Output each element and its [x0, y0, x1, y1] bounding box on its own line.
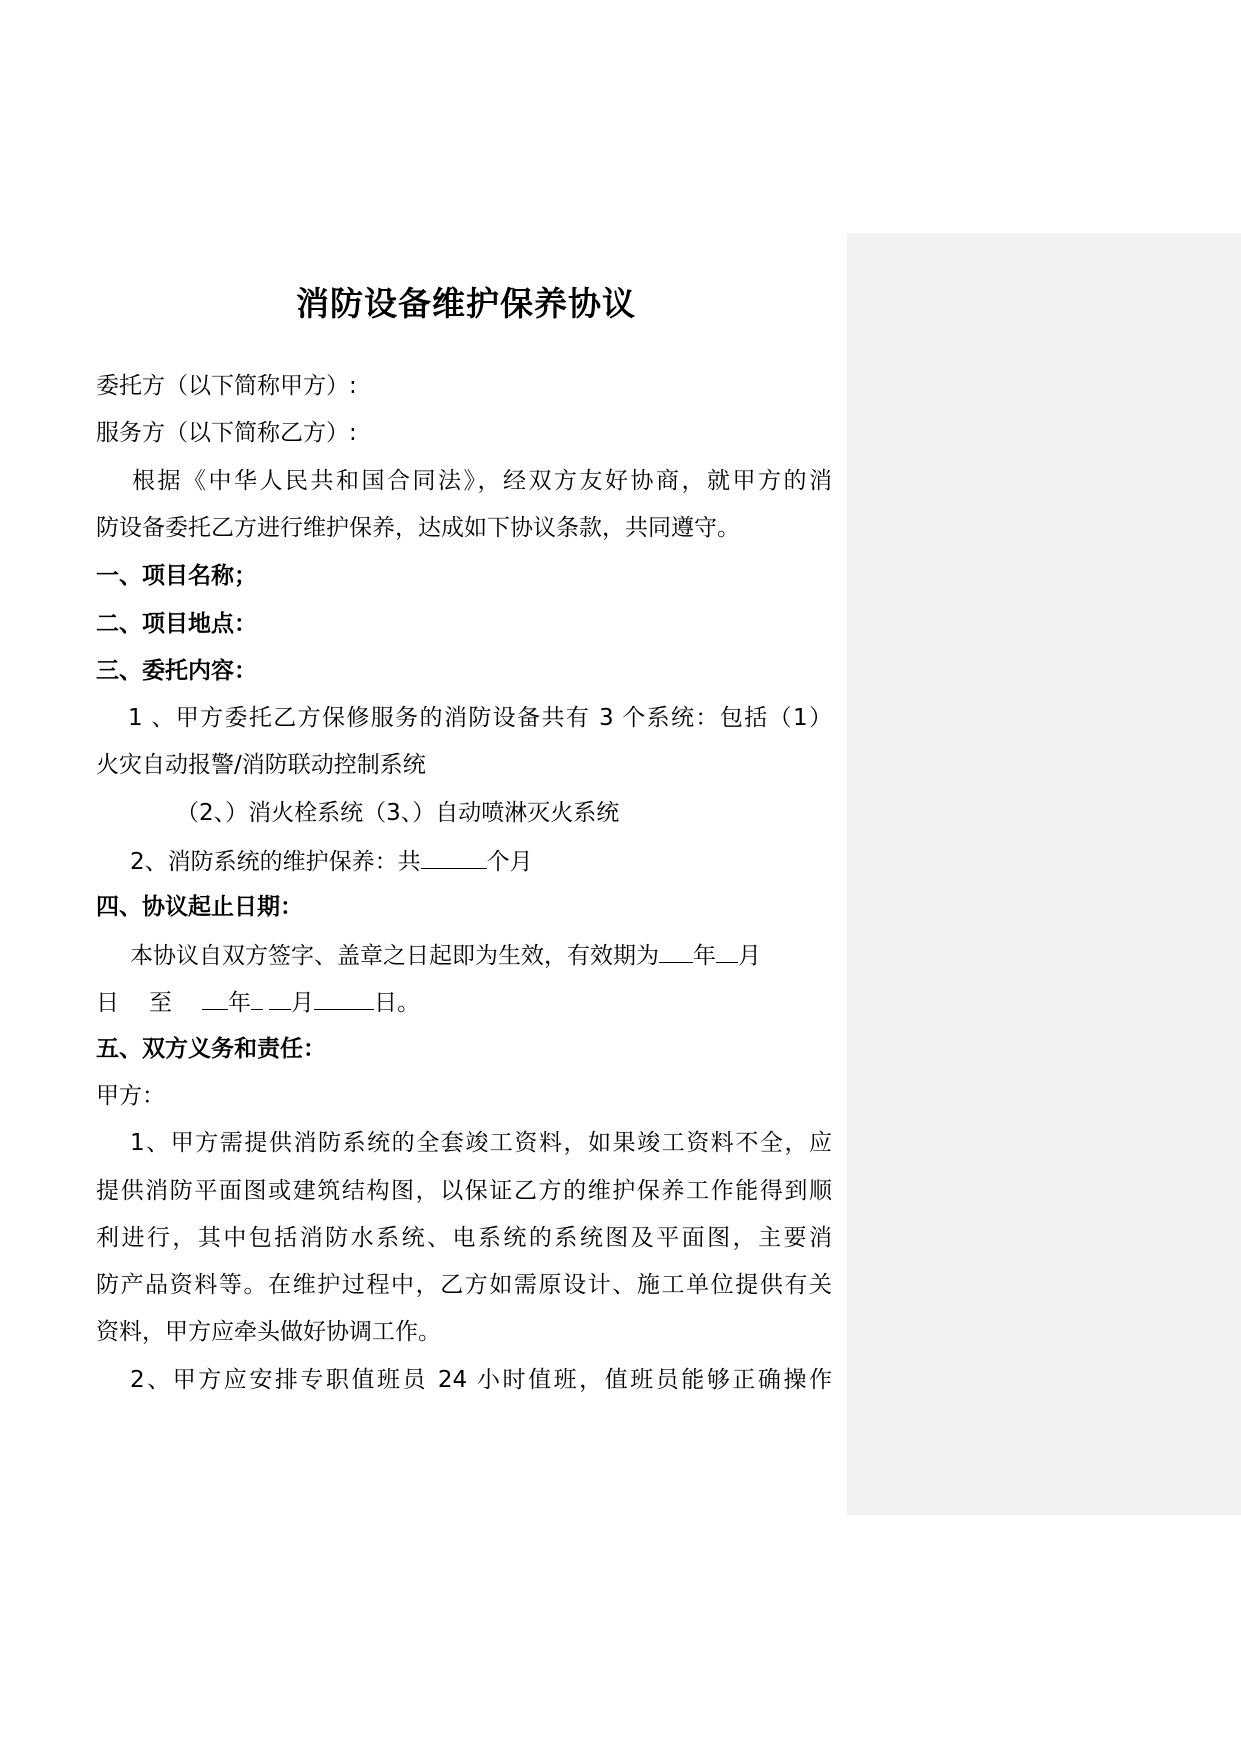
- item2-suffix: 个月: [486, 849, 533, 875]
- client-party-line: 委托方（以下简称甲方）:: [96, 373, 357, 399]
- end-month-label: 月: [291, 990, 314, 1016]
- end-month-blank-b: [269, 985, 291, 1010]
- document-title: 消防设备维护保养协议: [296, 284, 636, 323]
- section-agreement-dates: 四、协议起止日期：: [96, 894, 303, 920]
- service-party-line: 服务方（以下简称乙方）:: [96, 420, 357, 446]
- content-item2-line: [130, 844, 533, 878]
- end-day-blank: [314, 985, 374, 1010]
- party-a-p2-line1: 2、甲方应安排专职值班员 24 小时值班，值班员能够正确操作: [130, 1367, 832, 1393]
- party-a-p1-line3: 利进行，其中包括消防水系统、电系统的系统图及平面图，主要消: [96, 1225, 832, 1251]
- start-month-blank: [716, 938, 738, 963]
- content-item1-line2: 火灾自动报警/消防联动控制系统: [96, 752, 426, 778]
- item2-prefix: 2、消防系统的维护保养：共: [130, 849, 421, 875]
- comment-pane: [847, 233, 1241, 1515]
- party-a-p1-line4: 防产品资料等。在维护过程中，乙方如需原设计、施工单位提供有关: [96, 1272, 832, 1298]
- intro-line-2: 防设备委托乙方进行维护保养，达成如下协议条款，共同遵守。: [96, 515, 740, 541]
- dates-line-2: 日 至 年 月 日。: [96, 985, 420, 1019]
- section-project-location: 二、项目地点：: [96, 611, 257, 637]
- to-label: 至: [149, 990, 172, 1016]
- end-month-blank-a: [251, 985, 263, 1010]
- content-item1-line3: （2、）消火栓系统（3、）自动喷淋灭火系统: [176, 800, 620, 826]
- start-day-label: 日: [96, 990, 119, 1016]
- party-a-label: 甲方：: [96, 1083, 165, 1109]
- start-year-label: 年: [693, 943, 716, 969]
- section-entrusted-content: 三、委托内容：: [96, 658, 257, 684]
- end-day-label: 日: [374, 990, 397, 1016]
- section-project-name: 一、项目名称；: [96, 563, 257, 589]
- dates-prefix: 本协议自双方签字、盖章之日起即为生效，有效期为: [130, 943, 659, 969]
- section-obligations: 五、双方义务和责任：: [96, 1036, 326, 1062]
- party-a-p1-line1: 1、甲方需提供消防系统的全套竣工资料，如果竣工资料不全，应: [130, 1130, 832, 1156]
- party-a-p1-line2: 提供消防平面图或建筑结构图，以保证乙方的维护保养工作能得到顺: [96, 1178, 832, 1204]
- end-year-blank: [202, 985, 228, 1010]
- party-a-p1-line5: 资料，甲方应牵头做好协调工作。: [96, 1319, 441, 1345]
- intro-line-1: 根据《中华人民共和国合同法》，经双方友好协商，就甲方的消: [132, 468, 832, 494]
- start-month-label: 月: [738, 943, 761, 969]
- dates-line-1: [130, 938, 761, 972]
- content-item1-line1: 1 、甲方委托乙方保修服务的消防设备共有 3 个系统：包括（1）: [128, 705, 832, 731]
- end-year-label: 年: [228, 990, 251, 1016]
- months-blank: [421, 844, 487, 869]
- start-year-blank: [659, 938, 693, 963]
